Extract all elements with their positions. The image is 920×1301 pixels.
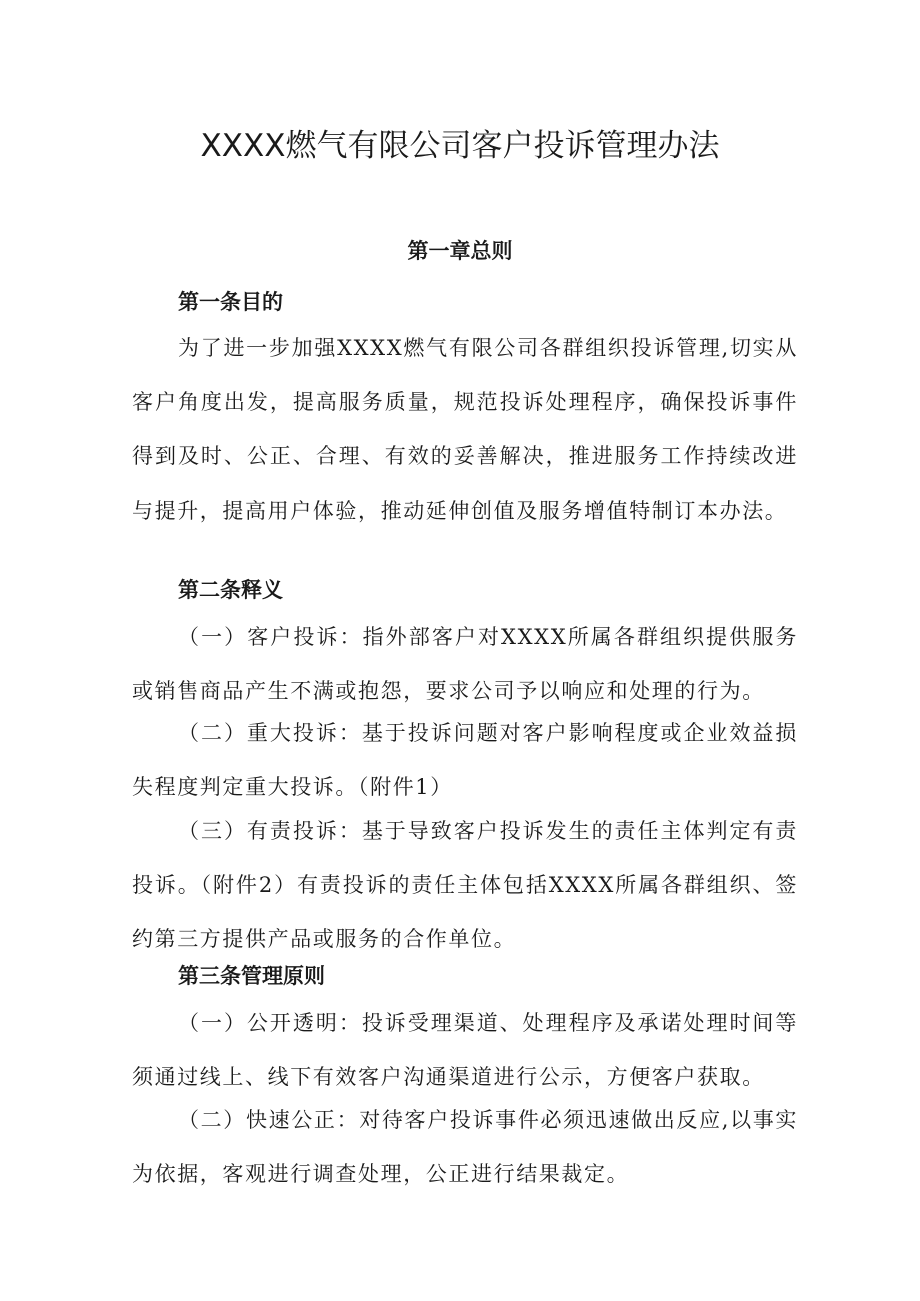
article-2-paragraph-3: （三）有责投诉：基于导致客户投诉发生的责任主体判定有责投诉。（附件2）有责投诉的责任主体包括XXXX所属各群组织、签约第三方提供产品或服务的合作单位。: [132, 819, 798, 952]
document-title: XXXX燃气有限公司客户投诉管理办法: [200, 128, 720, 164]
article-heading-1: 第一条目的: [178, 290, 283, 314]
article-heading-2: 第二条释义: [178, 578, 283, 602]
article-3-paragraph-2: （二）快速公正：对待客户投诉事件必须迅速做出反应,以事实为依据，客观进行调查处理，公正进行结果裁定。: [132, 1108, 798, 1187]
article-3-paragraph-1: （一）公开透明：投诉受理渠道、处理程序及承诺处理时间等须通过线上、线下有效客户沟通渠道进行公示，方便客户获取。: [132, 1011, 798, 1090]
article-2-paragraph-1: （一）客户投诉：指外部客户对XXXX所属各群组织提供服务或销售商品产生不满或抱怨，要求公司予以响应和处理的行为。: [132, 625, 798, 704]
chapter-heading: 第一章总则: [407, 239, 513, 263]
article-2-paragraph-2: （二）重大投诉：基于投诉问题对客户影响程度或企业效益损失程度判定重大投诉。（附件1）: [132, 721, 798, 800]
article-1-paragraph-1: 为了进一步加强XXXX燃气有限公司各群组织投诉管理,切实从客户角度出发，提高服务质量，规范投诉处理程序，确保投诉事件得到及时、公正、合理、有效的妥善解决，推进服务工作持续改进与提升，提高用户体验，推动延伸创值及服务增值特制订本办法。: [132, 336, 798, 523]
article-heading-3: 第三条管理原则: [178, 964, 325, 988]
